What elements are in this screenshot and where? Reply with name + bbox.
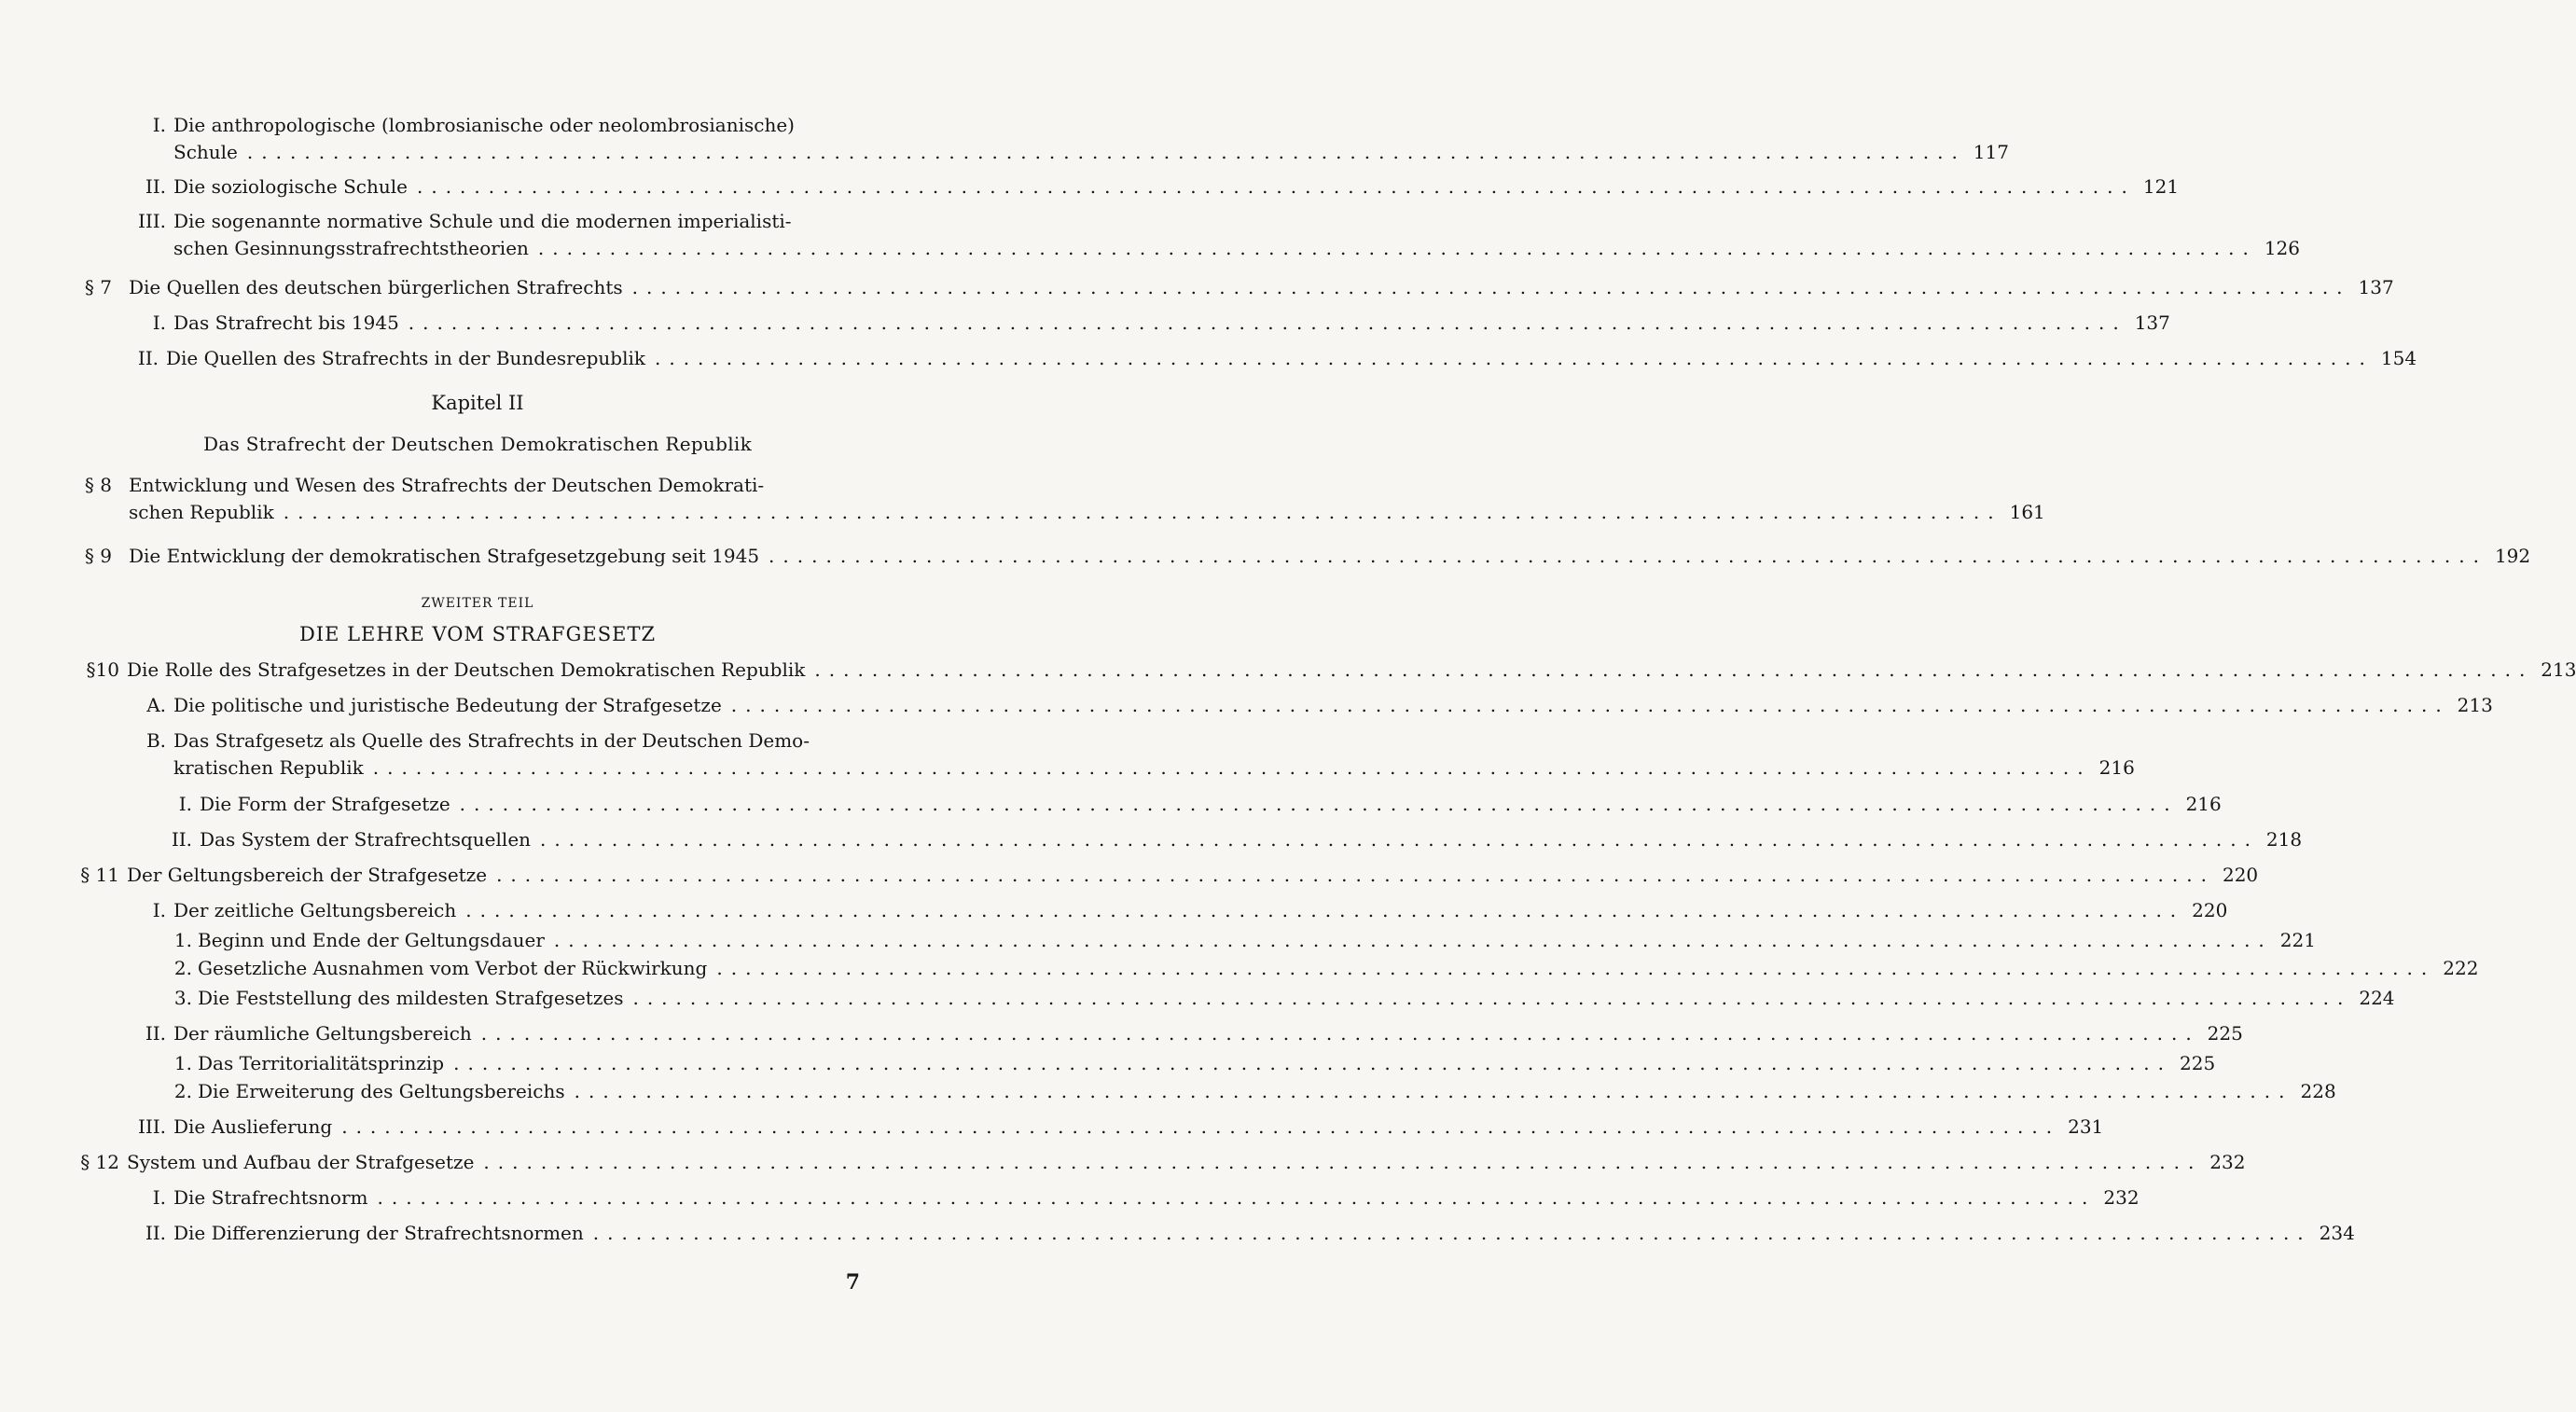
part-label: ZWEITER TEIL xyxy=(421,596,534,611)
dot-leader: ........................................................................................................................ xyxy=(283,501,2002,523)
toc-entry-title: Schule xyxy=(173,141,238,163)
toc-entry-page: 137 xyxy=(2358,276,2394,298)
toc-entry-page: 216 xyxy=(2098,756,2135,779)
toc-entry-page: 216 xyxy=(2185,793,2222,815)
chapter-title: Das Strafrecht der Deutschen Demokratischen Republik xyxy=(202,433,753,455)
toc-entry-page: 232 xyxy=(2209,1151,2246,1173)
toc-entry-number: 2. xyxy=(173,957,192,979)
toc-entry-number: I. xyxy=(152,311,166,334)
toc-entry-title: schen Gesinnungsstrafrechtstheorien xyxy=(173,237,529,259)
dot-leader: ........................................................................................................................ xyxy=(496,864,2215,886)
toc-entry-title: Die sogenannte normative Schule und die modernen imperialisti- xyxy=(173,210,792,232)
dot-leader: ........................................................................................................................ xyxy=(631,276,2351,298)
toc-entry-title: Der Geltungsbereich der Strafgesetze xyxy=(127,864,488,886)
toc-entry-title: Die Quellen des Strafrechts in der Bundesrepublik xyxy=(166,347,645,369)
toc-entry-number: 1. xyxy=(173,929,192,951)
toc-entry-number: I. xyxy=(178,793,192,815)
toc-entry-title: Die Auslieferung xyxy=(173,1115,333,1138)
dot-leader: ........................................................................................................................ xyxy=(553,929,2273,951)
toc-entry-page: 220 xyxy=(2192,899,2228,921)
dot-leader: ........................................................................................................................ xyxy=(540,828,2259,851)
toc-entry-page: 213 xyxy=(2541,658,2576,681)
toc-entry-page: 137 xyxy=(2134,311,2170,334)
toc-entry-number: II. xyxy=(145,175,166,198)
dot-leader: ........................................................................................................................ xyxy=(480,1022,2200,1045)
toc-entry-title: Das Strafrecht bis 1945 xyxy=(173,311,399,334)
dot-leader: ........................................................................................................................ xyxy=(453,1052,2173,1074)
toc-entry-number: I. xyxy=(152,1186,166,1209)
toc-entry-title: Die Form der Strafgesetze xyxy=(200,793,450,815)
toc-entry-number: B. xyxy=(145,729,166,752)
toc-entry-title: Das Strafgesetz als Quelle des Strafrechts in der Deutschen Demo- xyxy=(173,729,810,752)
toc-entry-page: 232 xyxy=(2103,1186,2140,1209)
chapter-label: Kapitel II xyxy=(431,392,524,414)
dot-leader: ........................................................................................................................ xyxy=(716,957,2436,979)
toc-entry-number: § 11 xyxy=(80,864,119,886)
dot-leader: ........................................................................................................................ xyxy=(416,175,2136,198)
toc-entry-number: § 12 xyxy=(80,1151,119,1173)
dot-leader: ........................................................................................................................ xyxy=(246,141,1966,163)
toc-entry-number: A. xyxy=(146,694,166,716)
toc-entry-title: Beginn und Ende der Geltungsdauer xyxy=(198,929,545,951)
dot-leader: ........................................................................................................................ xyxy=(654,347,2374,369)
toc-entry-page: 192 xyxy=(2494,545,2531,567)
toc-entry-page: 225 xyxy=(2180,1052,2216,1074)
toc-entry-page: 228 xyxy=(2300,1080,2336,1102)
toc-entry-page: 161 xyxy=(2009,501,2045,523)
part-title: DIE LEHRE VOM STRAFGESETZ xyxy=(298,623,657,645)
dot-leader: ........................................................................................................................ xyxy=(574,1080,2293,1102)
toc-entry-page: 154 xyxy=(2380,347,2417,369)
toc-entry-page: 220 xyxy=(2222,864,2259,886)
toc-entry-title: Die Rolle des Strafgesetzes in der Deutschen Demokratischen Republik xyxy=(127,658,806,681)
toc-entry-page: 225 xyxy=(2207,1022,2243,1045)
dot-leader: ........................................................................................................................ xyxy=(730,694,2450,716)
toc-entry-title: schen Republik xyxy=(129,501,274,523)
toc-entry-title: System und Aufbau der Strafgesetze xyxy=(127,1151,475,1173)
toc-entry-page: 222 xyxy=(2443,957,2479,979)
toc-entry-title: Die Entwicklung der demokratischen Strafgesetzgebung seit 1945 xyxy=(129,545,760,567)
dot-leader: ........................................................................................................................ xyxy=(769,545,2487,567)
toc-entry-title: Entwicklung und Wesen des Strafrechts der Deutschen Demokrati- xyxy=(129,474,765,496)
toc-entry-number: II. xyxy=(137,347,159,369)
toc-entry-number: 1. xyxy=(173,1052,192,1074)
toc-entry-page: 213 xyxy=(2457,694,2493,716)
toc-entry-title: Die Feststellung des mildesten Strafgesetzes xyxy=(198,987,624,1009)
toc-entry-title: Das Territorialitätsprinzip xyxy=(198,1052,445,1074)
toc-entry-number: III. xyxy=(137,1115,166,1138)
dot-leader: ........................................................................................................................ xyxy=(537,237,2257,259)
dot-leader: ........................................................................................................................ xyxy=(592,1222,2312,1244)
toc-entry-page: 121 xyxy=(2142,175,2180,198)
dot-leader: ........................................................................................................................ xyxy=(483,1151,2203,1173)
toc-entry-page: 231 xyxy=(2068,1115,2104,1138)
toc-entry-page: 234 xyxy=(2319,1222,2355,1244)
toc-entry-number: §10 xyxy=(86,658,119,681)
toc-entry-number: II. xyxy=(145,1222,166,1244)
toc-entry-title: Die Erweiterung des Geltungsbereichs xyxy=(198,1080,565,1102)
page-number: 7 xyxy=(845,1270,860,1294)
toc-entry-title: kratischen Republik xyxy=(173,756,364,779)
toc-entry-title: Die Strafrechtsnorm xyxy=(173,1186,368,1209)
toc-entry-number: II. xyxy=(145,1022,166,1045)
dot-leader: ........................................................................................................................ xyxy=(408,311,2127,334)
toc-entry-number: I. xyxy=(152,114,166,136)
toc-entry-number: III. xyxy=(137,210,166,232)
dot-leader: ........................................................................................................................ xyxy=(465,899,2185,921)
dot-leader: ........................................................................................................................ xyxy=(459,793,2179,815)
toc-entry-title: Die anthropologische (lombrosianische oder neolombrosianische) xyxy=(173,114,795,136)
toc-entry-title: Das System der Strafrechtsquellen xyxy=(200,828,532,851)
toc-entry-page: 218 xyxy=(2265,828,2303,851)
toc-entry-title: Die politische und juristische Bedeutung der Strafgesetze xyxy=(173,694,722,716)
dot-leader: ........................................................................................................................ xyxy=(372,756,2092,779)
toc-entry-page: 126 xyxy=(2264,237,2300,259)
dot-leader: ........................................................................................................................ xyxy=(632,987,2352,1009)
toc-entry-number: I. xyxy=(152,899,166,921)
dot-leader: ........................................................................................................................ xyxy=(377,1186,2097,1209)
toc-entry-title: Die Quellen des deutschen bürgerlichen Strafrechts xyxy=(129,276,623,298)
toc-entry-number: § 9 xyxy=(84,545,112,567)
dot-leader: ........................................................................................................................ xyxy=(814,658,2534,681)
toc-entry-number: 3. xyxy=(173,987,192,1009)
dot-leader: ........................................................................................................................ xyxy=(341,1115,2061,1138)
toc-entry-number: § 8 xyxy=(84,474,112,496)
toc-entry-number: II. xyxy=(171,828,192,851)
toc-entry-number: § 7 xyxy=(84,276,112,298)
toc-entry-title: Gesetzliche Ausnahmen vom Verbot der Rückwirkung xyxy=(198,957,708,979)
toc-entry-page: 117 xyxy=(1973,141,2009,163)
toc-entry-title: Die Differenzierung der Strafrechtsnormen xyxy=(173,1222,584,1244)
toc-entry-page: 224 xyxy=(2359,987,2395,1009)
toc-entry-page: 221 xyxy=(2279,929,2316,951)
toc-entry-title: Der zeitliche Geltungsbereich xyxy=(173,899,457,921)
toc-entry-title: Der räumliche Geltungsbereich xyxy=(173,1022,472,1045)
toc-entry-title: Die soziologische Schule xyxy=(173,175,408,198)
toc-entry-number: 2. xyxy=(173,1080,192,1102)
